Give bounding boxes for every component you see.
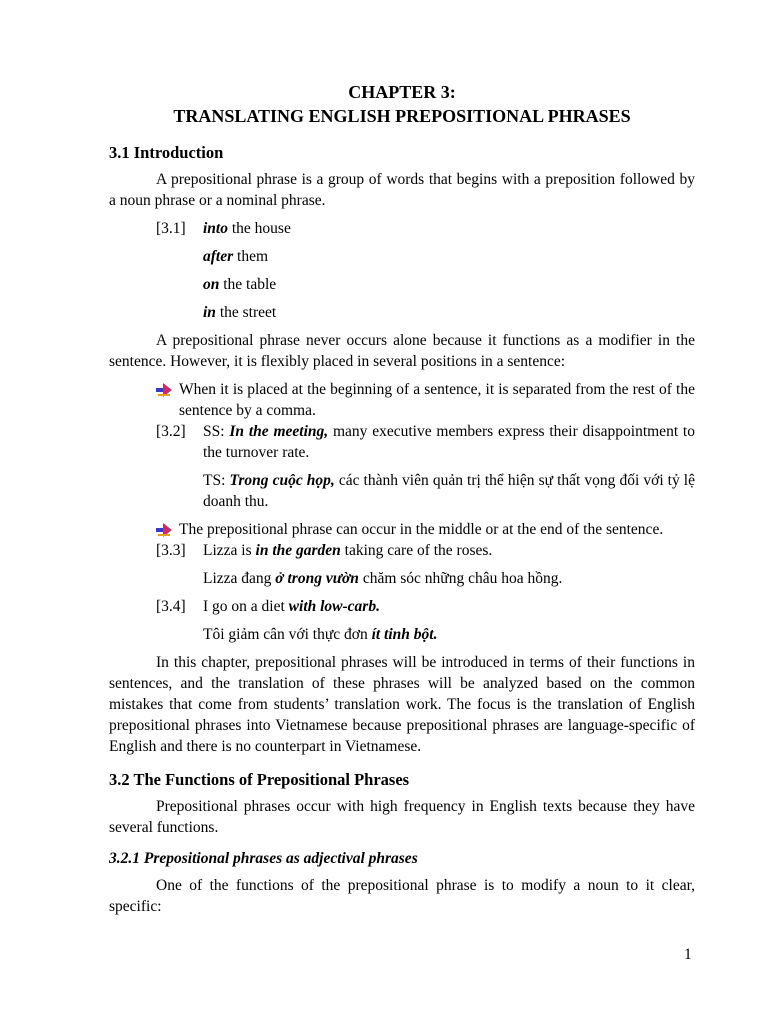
- paragraph: Prepositional phrases occur with high frequency in English texts because they have several functions.: [109, 798, 695, 836]
- chapter-title: CHAPTER 3:: [348, 82, 456, 102]
- chapter-subtitle: TRANSLATING ENGLISH PREPOSITIONAL PHRASES: [173, 106, 631, 126]
- paragraph: In this chapter, prepositional phrases will be introduced in terms of their functions in sentences, and the translation of these phrases will be analyzed based on the common mistakes that come from students’ translation work. The focus is the translation of English prepositional phrases into Vietnamese because prepositional phrases are language-specific of English and there is no counterpart in Vietnamese.: [109, 654, 695, 755]
- example-3-2: [109, 421, 695, 512]
- english-sentence: I go on a diet with low-carb.: [203, 598, 380, 615]
- example-number: [3.3]: [156, 542, 186, 559]
- subsection-heading-3-2-1: 3.2.1 Prepositional phrases as adjectival phrases: [109, 850, 418, 867]
- preposition: on: [203, 276, 220, 293]
- preposition: after: [203, 248, 234, 265]
- page-number: 1: [684, 946, 692, 963]
- paragraph: A prepositional phrase never occurs alone because it functions as a modifier in the sentence. However, it is flexibly placed in several positions in a sentence:: [109, 332, 695, 370]
- arrow-bullet-icon: [109, 379, 179, 421]
- arrow-bullet-icon: [109, 519, 179, 540]
- example-line: after them: [203, 248, 269, 265]
- bullet-item: When it is placed at the beginning of a sentence, it is separated from the rest of the sentence by a comma.: [109, 379, 695, 421]
- paragraph: One of the functions of the prepositional phrase is to modify a noun to it clear, specific:: [109, 877, 695, 915]
- preposition: into: [203, 220, 228, 237]
- paragraph: A prepositional phrase is a group of words that begins with a preposition followed by a noun phrase or a nominal phrase.: [109, 171, 695, 209]
- vietnamese-sentence: Lizza đang ở trong vườn chăm sóc những châu hoa hồng.: [203, 570, 563, 587]
- target-sentence: TS: Trong cuộc họp, các thành viên quản trị thể hiện sự thất vọng đối với tỷ lệ doanh thu.: [203, 472, 695, 510]
- example-number: [3.4]: [156, 598, 186, 615]
- example-number: [3.1]: [156, 220, 186, 237]
- section-heading-3-2: 3.2 The Functions of Prepositional Phrases: [109, 770, 410, 789]
- preposition: in: [203, 304, 216, 321]
- vietnamese-sentence: Tôi giảm cân với thực đơn ít tinh bột.: [203, 626, 438, 643]
- example-3-4: [109, 596, 695, 645]
- source-sentence: SS: In the meeting, many executive members express their disappointment to the turnover rate.: [203, 423, 695, 461]
- example-line: in the street: [203, 304, 277, 321]
- english-sentence: Lizza is in the garden taking care of the roses.: [203, 542, 493, 559]
- example-line: on the table: [203, 276, 277, 293]
- example-line: into the house: [203, 220, 291, 237]
- example-3-3: [109, 540, 695, 589]
- document-page: [109, 80, 695, 924]
- example-3-1: [109, 218, 695, 323]
- bullet-item: The prepositional phrase can occur in the middle or at the end of the sentence.: [109, 519, 695, 540]
- section-heading-3-1: 3.1 Introduction: [109, 143, 224, 162]
- example-number: [3.2]: [156, 423, 186, 440]
